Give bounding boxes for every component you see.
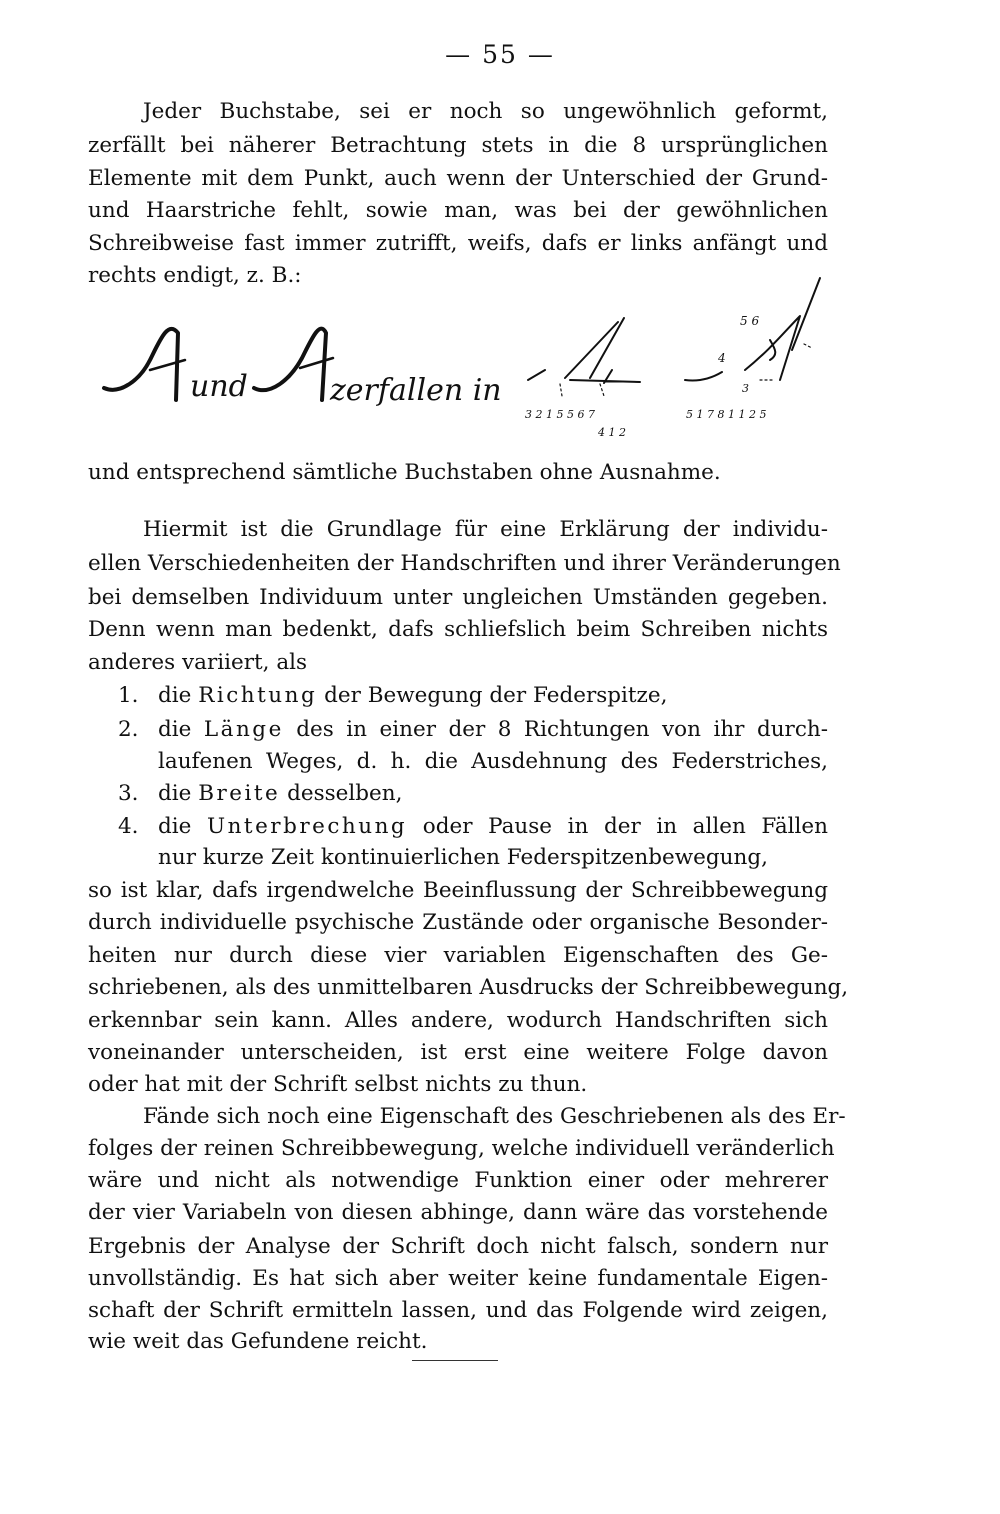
list-item-continuation: laufenen Weges, d. h. die Ausdehnung des Federstriches, (158, 749, 828, 774)
list-item: 4. die Unterbrechung oder Pause in der in allen Fällen (118, 814, 828, 839)
emphasized-term: Unterbrechung (206, 814, 408, 839)
text-line: folges der reinen Schreibbewegung, welche individuell veränderlich (88, 1136, 835, 1161)
text-line: Ergebnis der Analyse der Schrift doch nicht falsch, sondern nur (88, 1234, 828, 1259)
list-number: 3. (118, 781, 139, 806)
stroke-digits: 4 1 2 (598, 426, 626, 439)
stroke-digits: 5 6 (740, 314, 760, 328)
text-line: wäre und nicht als notwendige Funktion einer oder mehrerer (88, 1168, 828, 1193)
text-line: so ist klar, dafs irgendwelche Beeinflussung der Schreibbewegung (88, 878, 828, 903)
stroke-digits: 5 1 7 8 1 1 2 5 (686, 408, 767, 421)
text-line: unvollständig. Es hat sich aber weiter keine fundamentale Eigen- (88, 1266, 828, 1291)
text-line: voneinander unterscheiden, ist erst eine weitere Folge davon (88, 1040, 828, 1065)
stroke-decomposition-1 (528, 318, 640, 383)
text-line: anderes variiert, als (88, 650, 308, 675)
list-item-continuation: nur kurze Zeit kontinuierlichen Federspitzenbewegung, (158, 845, 768, 870)
list-item: 2. die Länge des in einer der 8 Richtungen von ihr durch- (118, 717, 828, 742)
handwritten-word-zerfallen: zerfallen in (330, 373, 502, 408)
stroke-decomposition-2 (685, 278, 820, 381)
handwritten-word-und: und (190, 369, 248, 404)
list-item: 1. die Richtung der Bewegung der Federspitze, (118, 683, 668, 708)
text-line: Hiermit ist die Grundlage für eine Erklärung der individu- (143, 517, 828, 542)
text-line: Schreibweise fast immer zutrifft, weifs, dafs er links anfängt und (88, 231, 828, 256)
illustration-caption: und entsprechend sämtliche Buchstaben ohne Ausnahme. (88, 460, 721, 485)
end-rule (412, 1360, 498, 1361)
text-line: rechts endigt, z. B.: (88, 263, 302, 288)
text-line: schriebenen, als des unmittelbaren Ausdrucks der Schreibbewegung, (88, 975, 849, 1000)
stroke-digits: 3 (742, 382, 749, 395)
text-line: heiten nur durch diese vier variablen Eigenschaften des Ge- (88, 943, 828, 968)
emphasized-term: Richtung (198, 683, 318, 708)
emphasized-term: Länge (203, 717, 284, 742)
page-number: — 55 — (445, 40, 555, 69)
text-line: Elemente mit dem Punkt, auch wenn der Unterschied der Grund- (88, 166, 828, 191)
text-line: wie weit das Gefundene reicht. (88, 1329, 428, 1354)
stroke-digits: 4 (718, 351, 726, 365)
text-line: erkennbar sein kann. Alles andere, wodurch Handschriften sich (88, 1008, 828, 1033)
text-line: schaft der Schrift ermitteln lassen, und das Folgende wird zeigen, (88, 1298, 828, 1323)
list-number: 1. (118, 683, 139, 708)
text-line: bei demselben Individuum unter ungleichen Umständen gegeben. (88, 585, 828, 610)
text-line: durch individuelle psychische Zustände oder organische Besonder- (88, 910, 828, 935)
emphasized-term: Breite (198, 781, 281, 806)
text-line: zerfällt bei näherer Betrachtung stets in die 8 ursprünglichen (88, 133, 828, 158)
stroke-digits: 3 2 1 5 5 6 7 (525, 408, 595, 421)
list-item: 3. die Breite desselben, (118, 781, 403, 806)
text-line: der vier Variabeln von diesen abhinge, dann wäre das vorstehende (88, 1200, 828, 1225)
text-line: Denn wenn man bedenkt, dafs schliefslich beim Schreiben nichts (88, 617, 828, 642)
text-line: und Haarstriche fehlt, sowie man, was bei der gewöhnlichen (88, 198, 828, 223)
text-line: oder hat mit der Schrift selbst nichts zu thun. (88, 1072, 588, 1097)
text-line: ellen Verschiedenheiten der Handschriften und ihrer Veränderungen (88, 551, 841, 576)
handwriting-illustration (0, 0, 1000, 470)
text-line: Fände sich noch eine Eigenschaft des Geschriebenen als des Er- (143, 1104, 846, 1129)
text-line: Jeder Buchstabe, sei er noch so ungewöhnlich geformt, (143, 99, 828, 124)
list-number: 2. (118, 717, 139, 742)
list-number: 4. (118, 814, 139, 839)
